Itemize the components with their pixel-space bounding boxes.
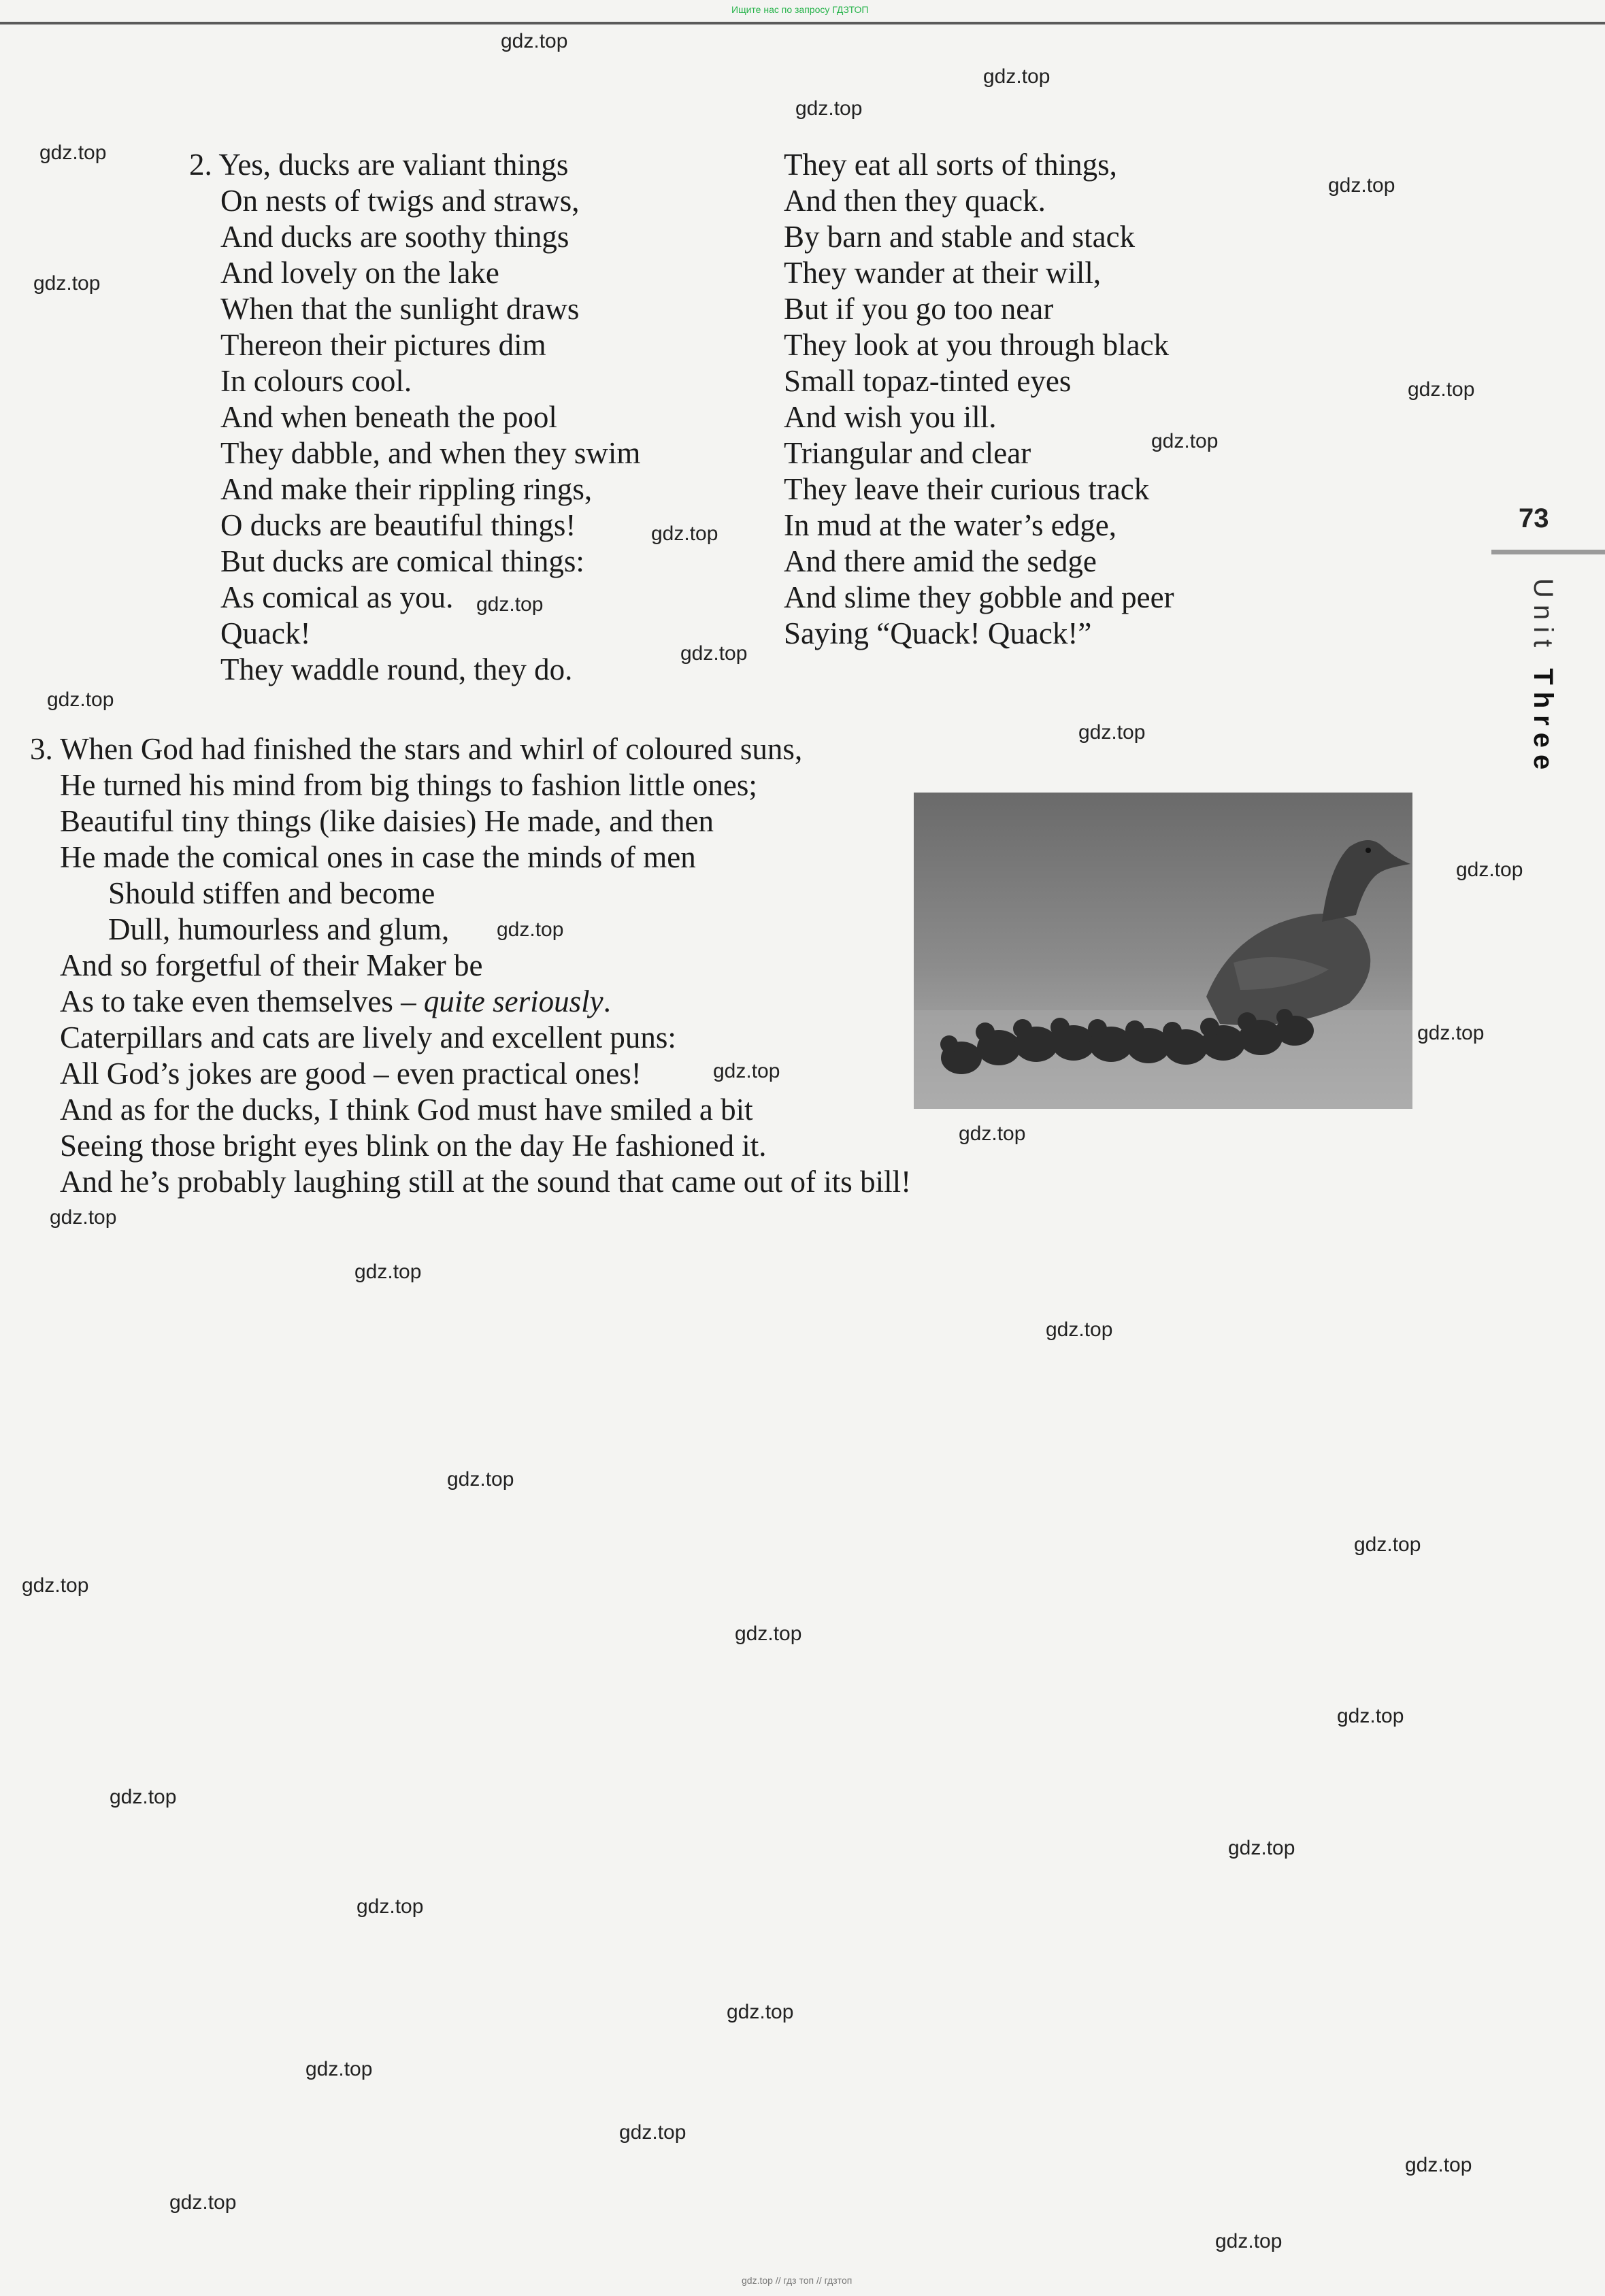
search-hint-link[interactable]: Ищите нас по запросу ГДЗТОП [731, 4, 869, 15]
watermark-text: gdz.top [305, 2058, 373, 2080]
watermark-text: gdz.top [619, 2121, 686, 2144]
poem-line-text: As to take even themselves – [60, 984, 424, 1018]
watermark-text: gdz.top [680, 642, 748, 665]
poem-line: And make their rippling rings, [220, 472, 593, 506]
watermark-text: gdz.top [39, 142, 107, 164]
poem-line: And he’s probably laughing still at the sound that came out of its bill! [60, 1165, 912, 1199]
watermark-text: gdz.top [1417, 1022, 1485, 1044]
unit-label [1524, 578, 1558, 776]
watermark-text: gdz.top [1337, 1705, 1404, 1727]
watermark-text: gdz.top [447, 1468, 514, 1491]
poem-line: And wish you ill. [784, 400, 997, 434]
poem-line: Small topaz-tinted eyes [784, 364, 1072, 398]
poem-line: He turned his mind from big things to fashion little ones; [60, 768, 757, 802]
poem-line: They wander at their will, [784, 256, 1102, 290]
watermark-text: gdz.top [795, 97, 863, 120]
watermark-text: gdz.top [501, 30, 568, 52]
poem-line: And when beneath the pool [220, 400, 557, 434]
poem-line: O ducks are beautiful things! [220, 508, 576, 542]
poem-line-end: . [603, 984, 611, 1018]
poem3 [30, 731, 911, 1200]
poem-line: They look at you through black [784, 328, 1170, 362]
poem-line: And then they quack. [784, 184, 1046, 218]
watermark-text: gdz.top [959, 1122, 1026, 1145]
watermark-text: gdz.top [33, 272, 101, 295]
poem-line: Dull, humourless and glum, [108, 912, 450, 946]
watermark-text: gdz.top [47, 688, 114, 711]
poem2-left-column [189, 147, 640, 688]
watermark-text: gdz.top [1328, 174, 1395, 197]
watermark-text: gdz.top [1078, 721, 1146, 744]
poem-line: 3. When God had finished the stars and whirl of coloured suns, [30, 732, 803, 766]
watermark-text: gdz.top [1228, 1837, 1295, 1859]
poem2-right-column [784, 147, 1174, 652]
poem-line: All God’s jokes are good – even practical ones! [60, 1057, 642, 1091]
poem-line: But if you go too near [784, 292, 1054, 326]
poem-line: And so forgetful of their Maker be [60, 948, 483, 982]
poem-line: And as for the ducks, I think God must have smiled a bit [60, 1093, 753, 1127]
watermark-text: gdz.top [1151, 430, 1219, 452]
poem-line: Saying “Quack! Quack!” [784, 616, 1092, 650]
watermark-text: gdz.top [727, 2001, 794, 2023]
watermark-text: gdz.top [497, 918, 564, 941]
duck-photo [914, 793, 1412, 1109]
poem-line: And there amid the sedge [784, 544, 1097, 578]
poem-line: And lovely on the lake [220, 256, 499, 290]
poem-line: He made the comical ones in case the minds of men [60, 840, 696, 874]
watermark-text: gdz.top [651, 522, 718, 545]
watermark-text: gdz.top [1046, 1318, 1113, 1341]
watermark-text: gdz.top [169, 2191, 237, 2214]
poem-line: Seeing those bright eyes blink on the day He fashioned it. [60, 1129, 767, 1163]
unit-name: Three [1528, 668, 1558, 777]
poem-line: And ducks are soothy things [220, 220, 569, 254]
watermark-text: gdz.top [1456, 859, 1523, 881]
poem-line: Should stiffen and become [108, 876, 435, 910]
poem-line: When that the sunlight draws [220, 292, 580, 326]
watermark-text: gdz.top [476, 593, 544, 616]
poem-line: But ducks are comical things: [220, 544, 584, 578]
watermark-text: gdz.top [735, 1623, 802, 1645]
watermark-text: gdz.top [110, 1786, 177, 1808]
poem-line: By barn and stable and stack [784, 220, 1136, 254]
poem-line: In mud at the water’s edge, [784, 508, 1117, 542]
watermark-text: gdz.top [354, 1261, 422, 1283]
poem-line [30, 984, 911, 1020]
poem-line: Thereon their pictures dim [220, 328, 546, 362]
side-divider [1491, 550, 1605, 554]
header-rule [0, 22, 1605, 24]
watermark-text: gdz.top [983, 65, 1050, 88]
watermark-text: gdz.top [1408, 378, 1475, 401]
watermark-text: gdz.top [1405, 2154, 1472, 2176]
unit-word: Unit [1528, 578, 1558, 654]
poem-line: Quack! [220, 616, 311, 650]
watermark-text: gdz.top [713, 1060, 780, 1082]
poem-line: 2. Yes, ducks are valiant things [189, 148, 569, 182]
poem-line: As comical as you. [220, 580, 454, 614]
poem-line: Caterpillars and cats are lively and excellent puns: [60, 1020, 676, 1054]
poem-line: Triangular and clear [784, 436, 1031, 470]
poem-line: They eat all sorts of things, [784, 148, 1117, 182]
poem-line: Beautiful tiny things (like daisies) He made, and then [60, 804, 714, 838]
watermark-text: gdz.top [357, 1895, 424, 1918]
duck-with-ducklings-illustration [914, 793, 1412, 1109]
poem-line: In colours cool. [220, 364, 412, 398]
page-number: 73 [1519, 503, 1549, 533]
watermark-text: gdz.top [22, 1574, 89, 1597]
footer-links[interactable]: gdz.top // гдз топ // гдзтоп [742, 2275, 853, 2286]
watermark-text: gdz.top [1354, 1533, 1421, 1556]
watermark-text: gdz.top [1215, 2230, 1283, 2252]
watermark-text: gdz.top [50, 1206, 117, 1229]
poem-line: They leave their curious track [784, 472, 1150, 506]
poem-line: And slime they gobble and peer [784, 580, 1174, 614]
poem-line: On nests of twigs and straws, [220, 184, 580, 218]
emphasis-text: quite seriously [423, 984, 603, 1018]
poem-line: They waddle round, they do. [220, 652, 573, 686]
poem-line: They dabble, and when they swim [220, 436, 641, 470]
